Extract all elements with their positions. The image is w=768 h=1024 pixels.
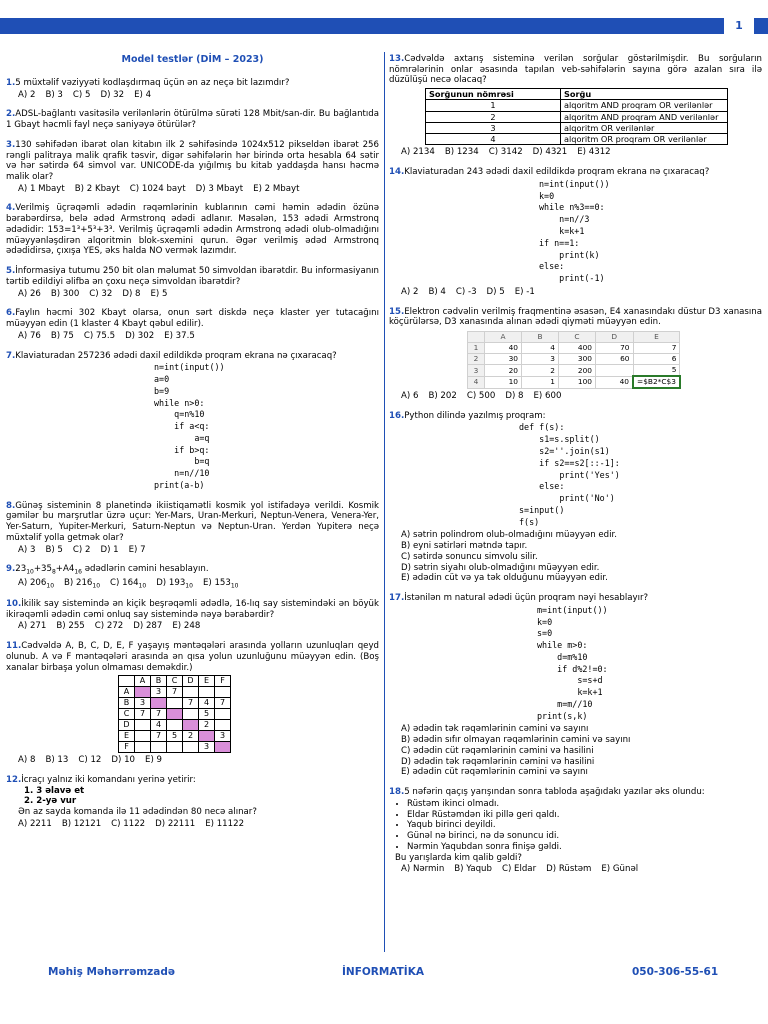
- options: A) 1 Mbayt B) 2 Kbayt C) 1024 bayt D) 3 Mbayt E) 2 Mbayt: [18, 183, 300, 194]
- question-15: 15.Elektron cədvəlin verilmiş fraqmentinə əsasən, E4 xanasındakı düstur D3 xanasına köçürülərsə, D3 xanasında alınan ədədi qiyməti müəyyən edin. A B C D E 1 40 4 400 70 7 2 30 3 300 60 6 3 20 2 200 5 4 10 1 100 40 =$B2*C$3 A) 6 B) 202 C) 500 D) 8 E) 600: [389, 306, 762, 402]
- page-number: 1: [724, 18, 754, 34]
- table-row: 1 40 4 400 70 7: [468, 343, 680, 354]
- statement-list: [389, 799, 762, 853]
- table-row: 2 alqoritm AND proqram AND verilənlər: [426, 111, 728, 122]
- table-row: C 7 7 5: [119, 709, 231, 720]
- question-1: 1.5 müxtəlif vəziyyəti kodlaşdırmaq üçün ən az neçə bit lazımdır? A) 2 B) 3 C) 5 D) 32 E) 4: [6, 78, 379, 100]
- question-18: 18.5 nəfərin qaçış yarışından sonra tabloda aşağıdakı yazılar əks olundu: • Rüstəm ikinci olmadı. • Eldar Rüstəmdən iki pillə geri qaldı. • Yaqub birinci deyildi. • Günəl nə birinci, nə də sonuncu idi. • Nərmin Yaqubdan sonra finişə gəldi. Bu yarışlarda kim qalib gəldi? A) Nərmin B) Yaqub C) Eldar D) Rüstəm E) Günəl: [389, 787, 762, 875]
- column-divider: [384, 52, 385, 952]
- table-row: D 4 2: [119, 720, 231, 731]
- question-13: 13.Cədvəldə axtarış sisteminə verilən sorğular göstərilmişdir. Bu sorğuların nömrələrinin onlar əsasında tapılan veb-səhifələrin sayına görə azalan sıra ilə düzülüşü necə olacaq? Sorğunun nömrəsi Sorğu 1 alqoritm AND proqram OR verilənlər 2 alqoritm AND proqram AND verilənlər 3 alqoritm OR verilənlər 4 alqoritm OR proqram OR verilənlər A) 2134 B) 1234 C) 3142 D) 4321 E) 4312: [389, 54, 762, 158]
- options: A) $206_{10}$ B) $216_{10}$ C) $164_{10}$ D) $193_{10}$ E) $153_{10}$: [18, 577, 239, 590]
- options: A) sətrin polindrom olub-olmadığını müəyyən edir. B) eyni sətirləri mətndə tapır. C) sətirdə sonuncu simvolu silir. D) sətrin siyahı olub-olmadığını müəyyən edir. E) ədədin cüt və ya tək olduğunu müəyyən edir.: [401, 530, 617, 584]
- list-item: • Rüstəm ikinci olmadı.: [407, 799, 762, 810]
- question-2: 2.ADSL-bağlantı vasitəsilə verilənlərin ötürülmə sürəti 128 Mbit/san-dir. Bu bağlantıda 1 Gbayt həcmli fayl neçə saniyəyə ötürülər?: [6, 109, 379, 131]
- options: A) 8 B) 13 C) 12 D) 10 E) 9: [18, 755, 163, 766]
- options: A) Nərmin B) Yaqub C) Eldar D) Rüstəm E) Günəl: [401, 864, 639, 875]
- options: A) ədədin tək rəqəmlərinin cəmini və sayını B) ədədin sıfır olmayan rəqəmlərinin cəmini və sayını C) ədədin cüt rəqəmlərinin cəmini və hasilini D) ədədin tək rəqəmlərinin cəmini və hasilini E) ədədin cüt rəqəmlərinin cəmini və sayını: [401, 724, 631, 778]
- spreadsheet-fragment: [467, 331, 681, 389]
- right-column: [389, 54, 762, 884]
- question-11: 11.Cədvəldə A, B, C, D, E, F yaşayış məntəqələri arasında yolların uzunluqları qeyd olunub. A və F məntəqələri arasında ən qısa yolun uzunluğunu müəyyən edin. (Boş xanalar birbaşa yolun olmaması deməkdir.) A B C D E F A 3 7 B 3 7 4 7 C 7 7 5 D 4 2 E 7 5 2 3 F 3 A) 8 B) 13 C) 12 D) 10 E) 9: [6, 641, 379, 766]
- code-block: n=int(input()) k=0 while n%3==0: n=n//3 k=k+1 if n==1: print(k) else: print(-1): [539, 178, 610, 284]
- question-17: 17.İstənilən m natural ədədi üçün proqram nəyi hesablayır? m=int(input()) k=0 s=0 while m>0: d=m%10 if d%2!=0: s=s+d k=k+1 m=m//10 print(s,k) A) ədədin tək rəqəmlərinin cəmini və sayını B) ədədin sıfır olmayan rəqəmlərinin cəmini və sayını C) ədədin cüt rəqəmlərinin cəmini və hasilini D) ədədin tək rəqəmlərinin cəmini və hasilini E) ədədin cüt rəqəmlərinin cəmini və sayını: [389, 593, 762, 778]
- table-header: A B C D E: [468, 332, 680, 343]
- options: A) 2211 B) 12121 C) 1122 D) 22111 E) 11122: [18, 818, 245, 829]
- table-header: Sorğunun nömrəsi Sorğu: [426, 89, 728, 100]
- options: A) 271 B) 255 C) 272 D) 287 E) 248: [18, 621, 201, 632]
- list-item: • Nərmin Yaqubdan sonra finişə gəldi.: [407, 842, 762, 853]
- question-6: 6.Faylın həcmi 302 Kbayt olarsa, onun sərt diskdə neçə klaster yer tutacağını müəyyən edin (1 klaster 4 Kbayt qəbul edilir). A) 76 B) 75 C) 75.5 D) 302 E) 37.5: [6, 308, 379, 341]
- command-2: 2. 2-yə vur: [24, 796, 77, 807]
- table-header: A B C D E F: [119, 676, 231, 687]
- options: A) 76 B) 75 C) 75.5 D) 302 E) 37.5: [18, 330, 195, 341]
- footer-author: Məhiş Məhərrəmzadə: [48, 966, 175, 978]
- left-column: [6, 54, 379, 839]
- list-item: • Günəl nə birinci, nə də sonuncu idi.: [407, 831, 762, 842]
- table-row: 4 10 1 100 40 =$B2*C$3: [468, 376, 680, 388]
- question-4: 4.Verilmiş üçrəqəmli ədədin rəqəmlərinin kublarının cəmi həmin ədədin özünə bərabərdirsə, belə ədəd Armstronq ədədi adlanır. Məsələn, 153 ədədi Armstronq ədədidir: 153=1³+5³+3³. Verilmiş üçrəqəmli ədədin Armstronq ədədi olub-olmadığını müəyyənləşdirən alqoritmin blok-sxemini qurun. Əgər verilmiş ədəd Armstronq ədədidirsə, çıxışa YES, əks halda NO vermək lazımdır.: [6, 203, 379, 257]
- options: A) 3 B) 5 C) 2 D) 1 E) 7: [18, 544, 146, 555]
- table-row: 1 alqoritm AND proqram OR verilənlər: [426, 100, 728, 111]
- options: A) 2 B) 3 C) 5 D) 32 E) 4: [18, 89, 152, 100]
- query-table: [425, 88, 728, 145]
- question-3: 3.130 səhifədən ibarət olan kitabın ilk 2 səhifəsində 1024x512 pikseldən ibarət 256 rəngli palitraya malik qrafik təsvir, digər səhifələrin hər birində orta hesabla 64 sətir və hər sətirdə 64 simvol var. UNICODE-da yığılmış bu kitab yaddaşda hansı həcmə malik olar? A) 1 Mbayt B) 2 Kbayt C) 1024 bayt D) 3 Mbayt E) 2 Mbayt: [6, 139, 379, 194]
- math-expression: $23_{10}+35_8+A4_{16}$: [15, 564, 82, 577]
- header-band: [0, 18, 768, 34]
- options: A) 26 B) 300 C) 32 D) 8 E) 5: [18, 288, 168, 299]
- table-row: 4 alqoritm OR proqram OR verilənlər: [426, 134, 728, 145]
- options: A) 6 B) 202 C) 500 D) 8 E) 600: [401, 391, 562, 402]
- options: A) 2 B) 4 C) -3 D) 5 E) -1: [401, 286, 535, 297]
- question-14: 14.Klaviaturadan 243 ədədi daxil edildikdə proqram ekrana nə çıxaracaq? n=int(input()) k=0 while n%3==0: n=n//3 k=k+1 if n==1: print(k) else: print(-1) A) 2 B) 4 C) -3 D) 5 E) -1: [389, 167, 762, 297]
- question-12: 12.İcraçı yalnız iki komandanı yerinə yetirir: 1. 3 əlavə et 2. 2-yə vur Ən az sayda komanda ilə 11 ədədindən 80 necə alınar? A) 2211 B) 12121 C) 1122 D) 22111 E) 11122: [6, 775, 379, 830]
- question-16: 16.Python dilində yazılmış proqram: def f(s): s1=s.split() s2=''.join(s1) if s2==s2[::-1]: print('Yes') else: print('No') s=input() f(s) A) sətrin polindrom olub-olmadığını müəyyən edir. B) eyni sətirləri mətndə tapır. C) sətirdə sonuncu simvolu silir. D) sətrin siyahı olub-olmadığını müəyyən edir. E) ədədin cüt və ya tək olduğunu müəyyən edir.: [389, 411, 762, 584]
- distance-table: [118, 675, 231, 753]
- table-row: B 3 7 4 7: [119, 698, 231, 709]
- list-item: • Yaqub birinci deyildi.: [407, 820, 762, 831]
- list-item: • Eldar Rüstəmdən iki pillə geri qaldı.: [407, 810, 762, 821]
- table-row: 3 20 2 200 5: [468, 365, 680, 377]
- table-row: 3 alqoritm OR verilənlər: [426, 122, 728, 133]
- question-9: $9.23_{10}+35_8+A4_{16}$ ədədlərin cəmini hesablayın. A) $206_{10}$ B) $216_{10}$ C) $164_{10}$ D) $193_{10}$ E) $153_{10}$: [6, 564, 379, 589]
- page-title: Model testlər (DİM – 2023): [121, 54, 264, 65]
- question-5: 5.İnformasiya tutumu 250 bit olan məlumat 50 simvoldan ibarətdir. Bu informasiyanın tərtib edildiyi əlifba ən çoxu neçə simvoldan ibarətdir? A) 26 B) 300 C) 32 D) 8 E) 5: [6, 266, 379, 299]
- footer-subject: İNFORMATİKA: [342, 966, 424, 978]
- code-block: m=int(input()) k=0 s=0 while m>0: d=m%10 if d%2!=0: s=s+d k=k+1 m=m//10 print(s,k): [537, 604, 608, 721]
- question-10: 10.İkilik say sistemində ən kiçik beşrəqəmli ədədlə, 16-lıq say sistemindəki ən böyük ikirəqəmli ədədin cəmi onluq say sistemində nəyə bərabərdir? A) 271 B) 255 C) 272 D) 287 E) 248: [6, 598, 379, 632]
- options: A) 2134 B) 1234 C) 3142 D) 4321 E) 4312: [401, 147, 611, 158]
- question-7: 7.Klaviaturadan 257236 ədədi daxil edildikdə proqram ekrana nə çıxaracaq? n=int(input()) a=0 b=9 while n>0: q=n%10 if a<q: a=q if b>q: b=q n=n//10 print(a-b): [6, 351, 379, 492]
- code-block: def f(s): s1=s.split() s2=''.join(s1) if s2==s2[::-1]: print('Yes') else: print('No') s=input() f(s): [519, 422, 620, 527]
- question-8: 8.Günəş sisteminin 8 planetində ikiistiqamətli kosmik yol istifadəyə verildi. Kosmik gəmilər bu marşrutlar üzrə uçur: Yer-Mars, Uran-Merkuri, Neptun-Venera, Venera-Yer, Yer-Saturn, Yupiter-Merkuri, Saturn-Neptun və Neptun-Uran. Yerdən Yupiterə neçə müxtəlif yolla getmək olar? A) 3 B) 5 C) 2 D) 1 E) 7: [6, 500, 379, 555]
- table-row: A 3 7: [119, 687, 231, 698]
- table-row: E 7 5 2 3: [119, 731, 231, 742]
- code-block: n=int(input()) a=0 b=9 while n>0: q=n%10 if a<q: a=q if b>q: b=q n=n//10 print(a-b): [154, 362, 225, 490]
- table-row: F 3: [119, 742, 231, 753]
- command-1: 1. 3 əlavə et: [24, 785, 85, 796]
- selected-cell-e4: =$B2*C$3: [633, 376, 680, 388]
- table-row: 2 30 3 300 60 6: [468, 354, 680, 365]
- footer-phone: 050-306-55-61: [632, 966, 719, 978]
